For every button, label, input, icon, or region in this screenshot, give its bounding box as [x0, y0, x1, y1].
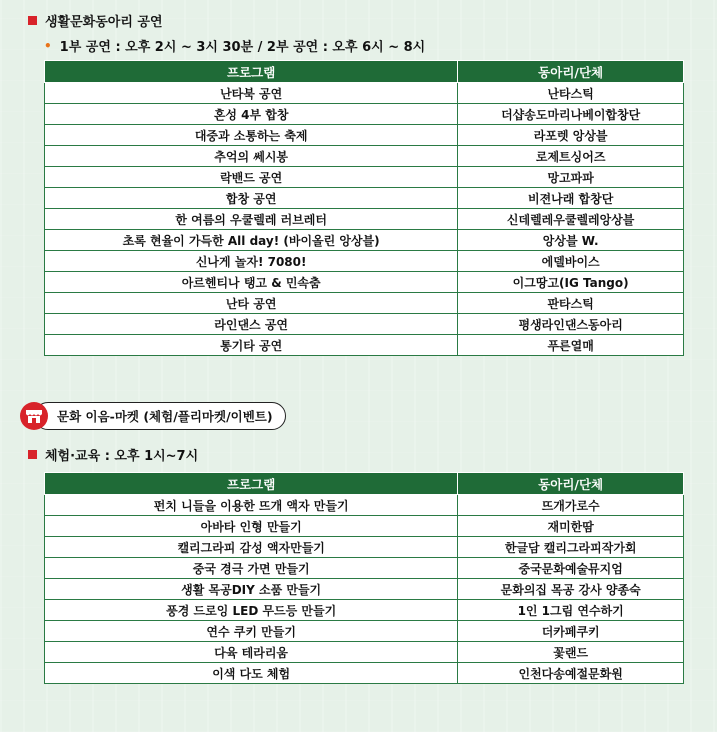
club-cell: 라포렛 앙상블 — [458, 125, 684, 146]
table-row — [45, 209, 684, 230]
table-row — [45, 146, 684, 167]
red-square-bullet-icon — [28, 450, 37, 459]
table-row — [45, 314, 684, 335]
table-row — [45, 125, 684, 146]
club-cell: 1인 1그림 연수하기 — [458, 600, 684, 621]
program-cell: 라인댄스 공연 — [45, 314, 458, 335]
column-header-club: 동아리/단체 — [458, 61, 684, 83]
club-cell: 재미한땀 — [458, 516, 684, 537]
club-cell: 이그땅고(IG Tango) — [458, 272, 684, 293]
table-row — [45, 272, 684, 293]
table-row — [45, 495, 684, 516]
red-square-bullet-icon — [28, 16, 37, 25]
table-header-row — [45, 61, 684, 83]
table-row — [45, 335, 684, 356]
table-row — [45, 642, 684, 663]
table-row — [45, 516, 684, 537]
club-cell: 더카페쿠키 — [458, 621, 684, 642]
club-cell: 난타스틱 — [458, 83, 684, 104]
column-header-program: 프로그램 — [45, 61, 458, 83]
table-row — [45, 230, 684, 251]
program-cell: 펀치 니들을 이용한 뜨개 액자 만들기 — [45, 495, 458, 516]
workshop-table — [44, 472, 684, 684]
club-cell: 푸른열매 — [458, 335, 684, 356]
column-header-club: 동아리/단체 — [458, 473, 684, 495]
club-cell: 망고파파 — [458, 167, 684, 188]
program-cell: 연수 쿠키 만들기 — [45, 621, 458, 642]
program-cell: 아르헨티나 탱고 & 민속춤 — [45, 272, 458, 293]
performance-table — [44, 60, 684, 356]
club-cell: 앙상블 W. — [458, 230, 684, 251]
club-cell: 로제트싱어즈 — [458, 146, 684, 167]
program-cell: 락밴드 공연 — [45, 167, 458, 188]
program-cell: 한 여름의 우쿨렐레 러브레터 — [45, 209, 458, 230]
culture-market-label: 문화 이음-마켓 (체험/플리마켓/이벤트) — [34, 402, 286, 430]
culture-market-banner — [20, 402, 286, 430]
table-row — [45, 663, 684, 684]
program-cell: 통기타 공연 — [45, 335, 458, 356]
table-row — [45, 167, 684, 188]
club-cell: 평생라인댄스동아리 — [458, 314, 684, 335]
table-header-row — [45, 473, 684, 495]
section-1-title — [28, 11, 163, 30]
club-cell: 에델바이스 — [458, 251, 684, 272]
program-cell: 난타북 공연 — [45, 83, 458, 104]
table-row — [45, 579, 684, 600]
market-stall-icon — [20, 402, 48, 430]
program-cell: 추억의 쎄시봉 — [45, 146, 458, 167]
table-row — [45, 621, 684, 642]
program-cell: 혼성 4부 합창 — [45, 104, 458, 125]
table-row — [45, 251, 684, 272]
column-header-program: 프로그램 — [45, 473, 458, 495]
program-cell: 풍경 드로잉 LED 무드등 만들기 — [45, 600, 458, 621]
table-row — [45, 600, 684, 621]
section-2-title — [28, 445, 198, 464]
club-cell: 중국문화예술뮤지엄 — [458, 558, 684, 579]
table-row — [45, 293, 684, 314]
club-cell: 신데렐레우쿨렐레앙상블 — [458, 209, 684, 230]
section-2-title-text: 체험·교육 : 오후 1시~7시 — [45, 449, 199, 464]
program-cell: 아바타 인형 만들기 — [45, 516, 458, 537]
program-cell: 합창 공연 — [45, 188, 458, 209]
club-cell: 뜨개가로수 — [458, 495, 684, 516]
table-row — [45, 83, 684, 104]
program-cell: 이색 다도 체험 — [45, 663, 458, 684]
club-cell: 꽃랜드 — [458, 642, 684, 663]
program-cell: 생활 목공DIY 소품 만들기 — [45, 579, 458, 600]
club-cell: 더샵송도마리나베이합창단 — [458, 104, 684, 125]
table-row — [45, 558, 684, 579]
program-cell: 신나게 놀자! 7080! — [45, 251, 458, 272]
table-row — [45, 104, 684, 125]
orange-dot-bullet-icon: • — [44, 38, 52, 53]
program-cell: 난타 공연 — [45, 293, 458, 314]
program-cell: 대중과 소통하는 축제 — [45, 125, 458, 146]
program-cell: 중국 경극 가면 만들기 — [45, 558, 458, 579]
program-cell: 캘리그라피 감성 액자만들기 — [45, 537, 458, 558]
program-cell: 다육 테라리움 — [45, 642, 458, 663]
club-cell: 한글담 캘리그라피작가회 — [458, 537, 684, 558]
performance-schedule — [44, 36, 425, 55]
club-cell: 비젼나래 합창단 — [458, 188, 684, 209]
table-row — [45, 537, 684, 558]
performance-schedule-text: 1부 공연 : 오후 2시 ~ 3시 30분 / 2부 공연 : 오후 6시 ~ 8시 — [59, 40, 426, 55]
club-cell: 판타스틱 — [458, 293, 684, 314]
section-1-title-text: 생활문화동아리 공연 — [45, 15, 163, 30]
program-cell: 초록 현율이 가득한 All day! (바이올린 앙상블) — [45, 230, 458, 251]
club-cell: 문화의집 목공 강사 양종숙 — [458, 579, 684, 600]
table-row — [45, 188, 684, 209]
club-cell: 인천다송예절문화원 — [458, 663, 684, 684]
